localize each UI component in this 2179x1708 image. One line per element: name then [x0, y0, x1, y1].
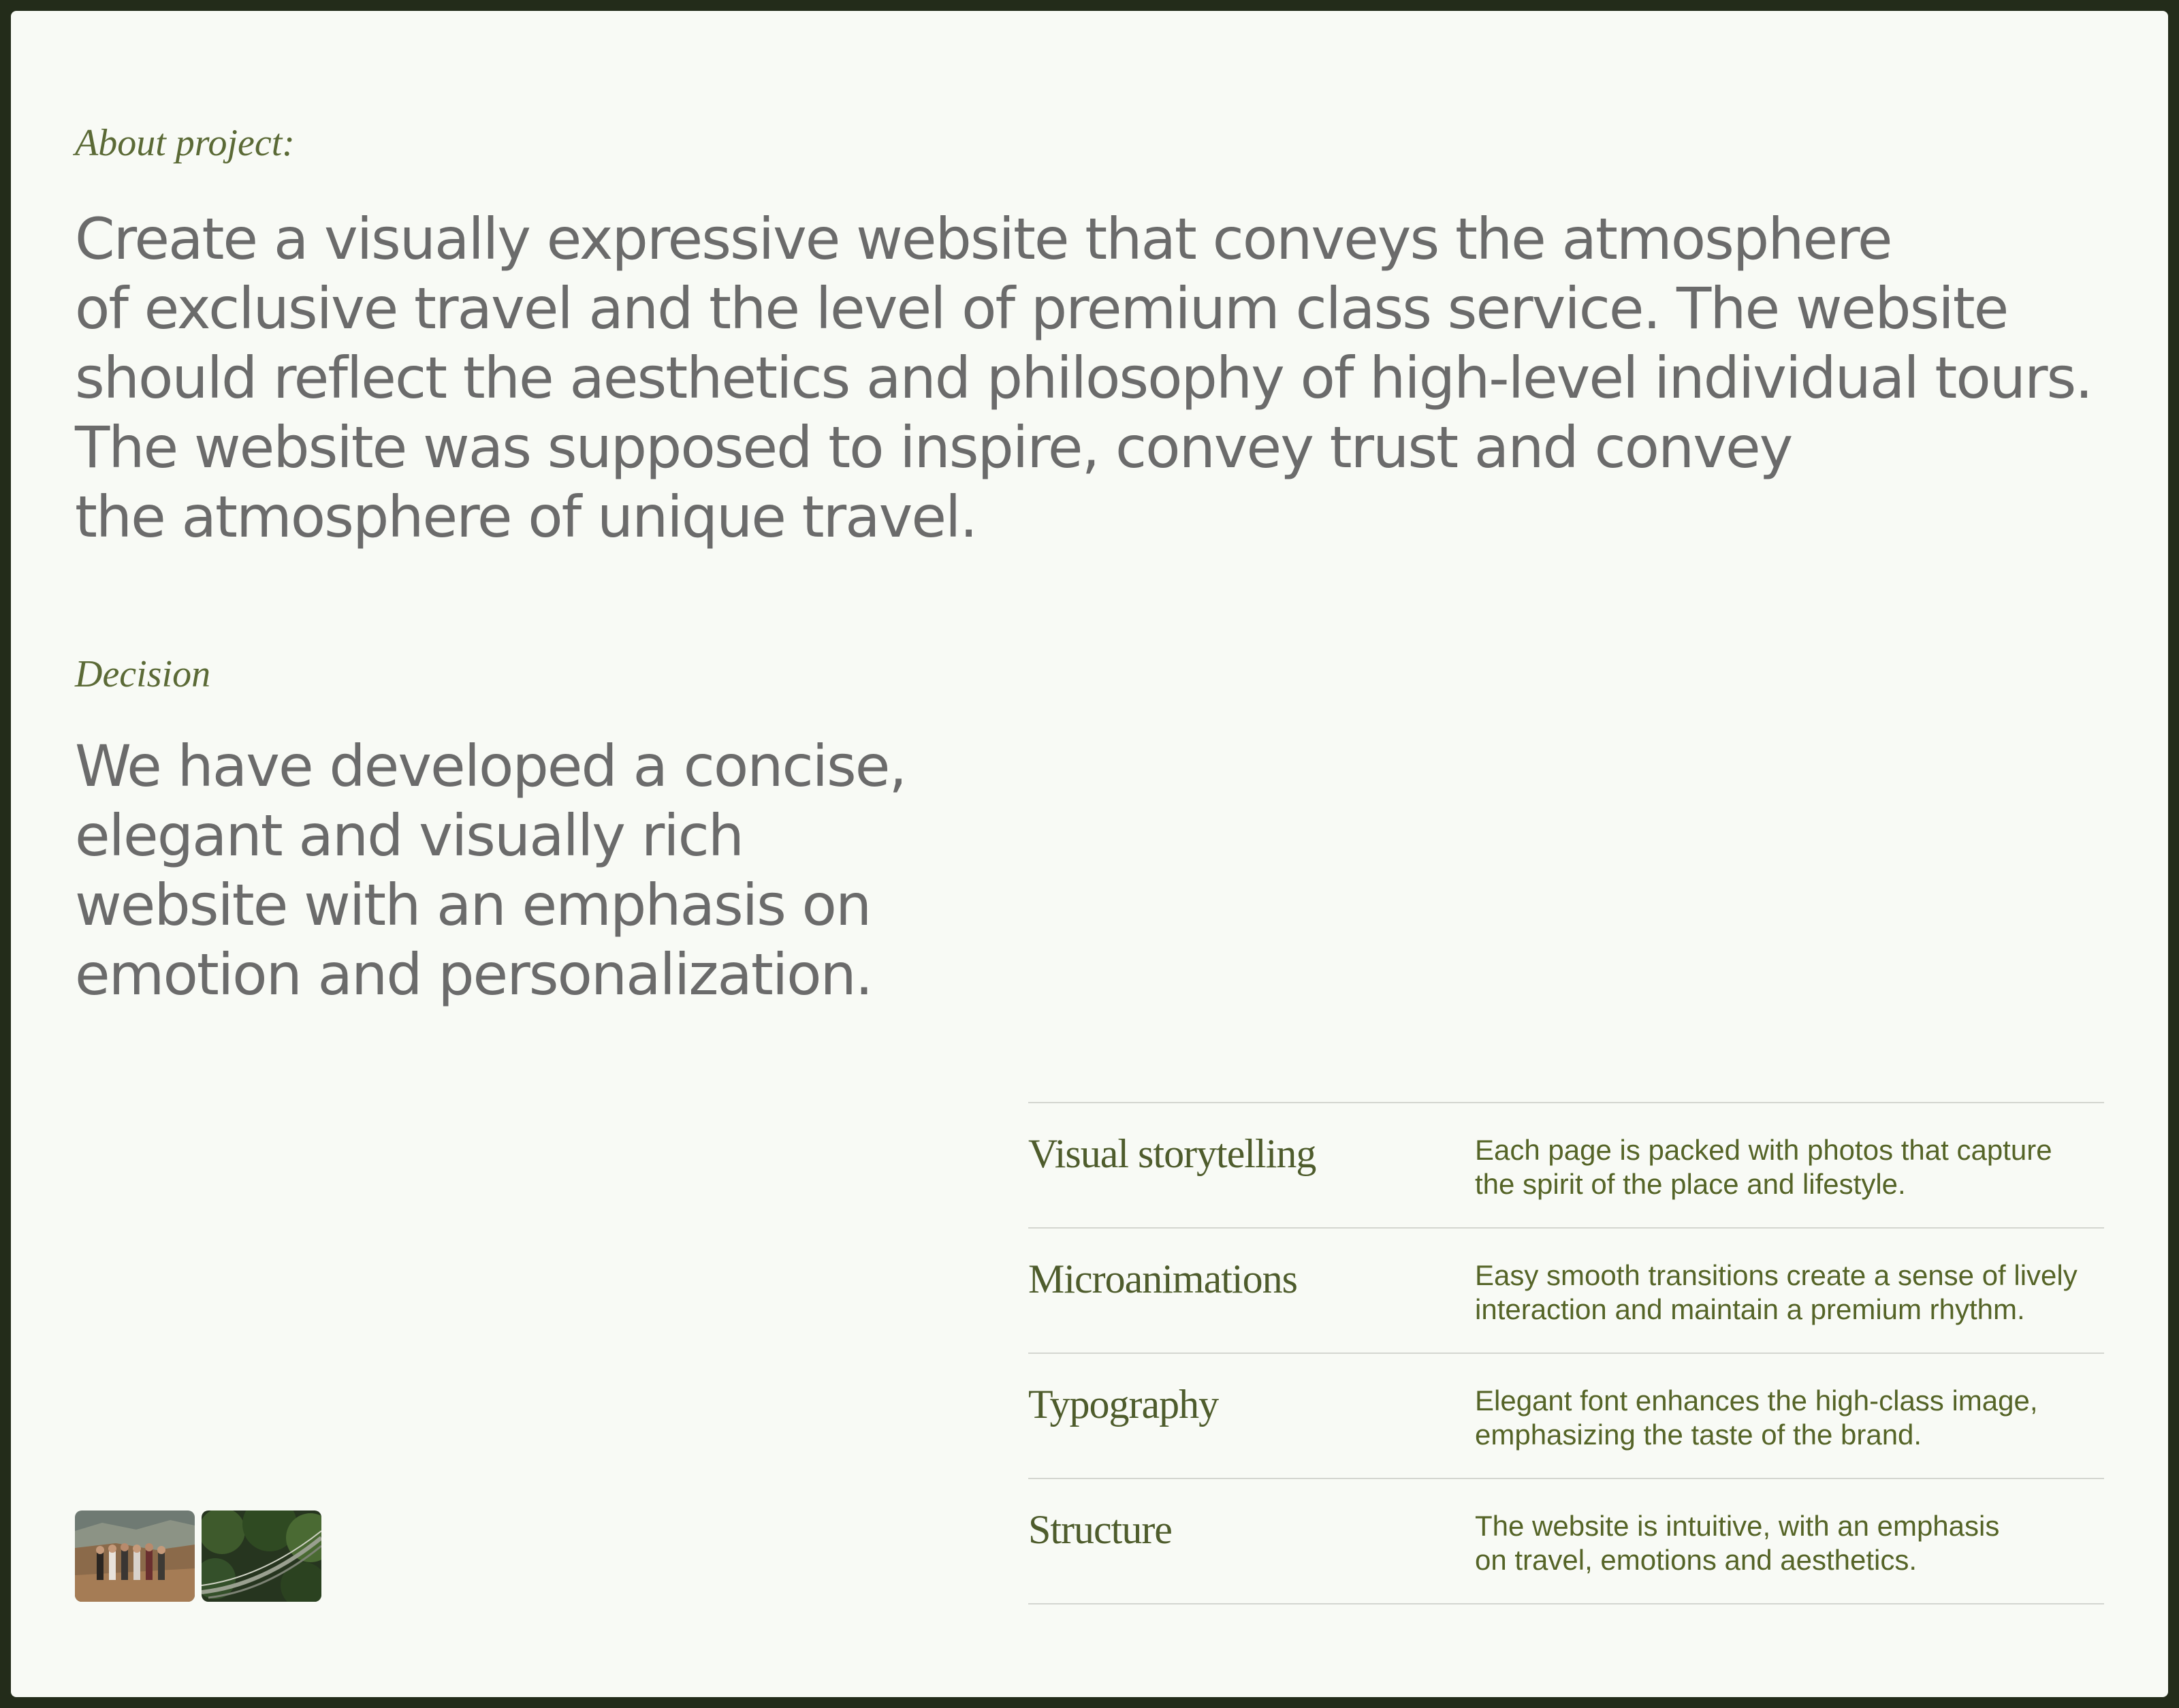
thumbnail-bridge-photo[interactable] — [202, 1511, 321, 1602]
decision-line: We have developed a concise, — [75, 733, 906, 800]
about-text — [75, 204, 2092, 552]
decision-label: Decision — [75, 653, 211, 695]
decision-text — [75, 731, 906, 1009]
decision-line: website with an emphasis on — [75, 872, 871, 938]
feature-description — [1475, 1133, 2108, 1201]
feature-description — [1475, 1384, 2108, 1452]
feature-desc-line: emphasizing the taste of the brand. — [1475, 1419, 1922, 1451]
features-table — [1028, 1102, 2104, 1604]
feature-row-microanimations — [1028, 1229, 2104, 1354]
about-line: Create a visually expressive website that conveys the atmosphere — [75, 206, 1892, 272]
thumbnail-strip — [75, 1511, 321, 1602]
group-photo-image — [75, 1511, 195, 1602]
feature-description — [1475, 1509, 2108, 1577]
feature-desc-line: the spirit of the place and lifestyle. — [1475, 1168, 1906, 1200]
feature-description — [1475, 1259, 2108, 1327]
decision-line: emotion and personalization. — [75, 941, 872, 1008]
feature-title: Typography — [1028, 1382, 1219, 1427]
feature-row-typography — [1028, 1354, 2104, 1479]
feature-title: Microanimations — [1028, 1256, 1297, 1301]
feature-row-visual-storytelling — [1028, 1103, 2104, 1229]
bridge-photo-image — [202, 1511, 321, 1602]
about-line: should reflect the aesthetics and philosophy of high-level individual tours. — [75, 345, 2092, 411]
feature-desc-line: Each page is packed with photos that capture — [1475, 1134, 2052, 1166]
about-line: of exclusive travel and the level of premium class service. The website — [75, 275, 2008, 342]
about-line: the atmosphere of unique travel. — [75, 484, 977, 550]
feature-desc-line: The website is intuitive, with an emphasis — [1475, 1510, 2000, 1542]
about-label: About project: — [75, 122, 295, 164]
project-panel — [11, 11, 2168, 1697]
feature-title: Structure — [1028, 1507, 1172, 1552]
feature-desc-line: on travel, emotions and aesthetics. — [1475, 1544, 1918, 1576]
feature-desc-line: Elegant font enhances the high-class image, — [1475, 1385, 2038, 1417]
thumbnail-group-photo[interactable] — [75, 1511, 195, 1602]
decision-line: elegant and visually rich — [75, 802, 744, 869]
feature-desc-line: interaction and maintain a premium rhythm. — [1475, 1293, 2025, 1325]
feature-row-structure — [1028, 1479, 2104, 1604]
feature-desc-line: Easy smooth transitions create a sense of lively — [1475, 1259, 2078, 1291]
feature-title: Visual storytelling — [1028, 1131, 1316, 1176]
about-line: The website was supposed to inspire, convey trust and convey — [75, 414, 1792, 481]
